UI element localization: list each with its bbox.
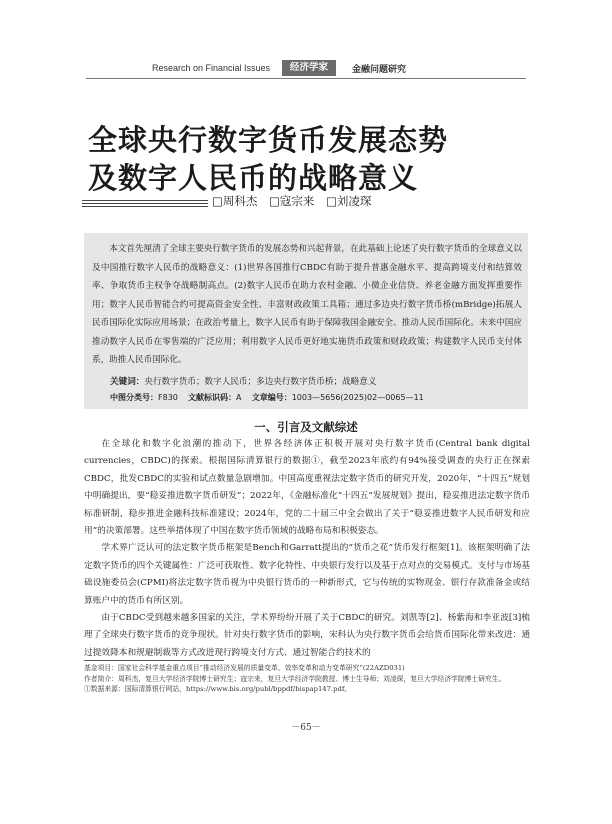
author-3: □刘凌琛 — [326, 194, 372, 208]
article-title — [88, 121, 448, 197]
author-rule — [82, 200, 208, 209]
footnotes — [84, 663, 530, 695]
article-number-value: 1003—5656(2025)02—0065—11 — [291, 393, 424, 402]
section-heading: 一、引言及文献综述 — [254, 420, 358, 434]
page-number: －65－ — [291, 723, 321, 733]
title-line-2: 及数字人民币的战略意义 — [88, 161, 419, 195]
keywords-value: 央行数字货币；数字人民币；多边央行数字货币桥；战略意义 — [144, 377, 377, 387]
article-number-label: 文章编号： — [251, 393, 292, 402]
section-chinese-name: 金融问题研究 — [352, 65, 407, 75]
author-2: □寇宗来 — [269, 194, 315, 208]
body-paragraph-2: 学术界广泛认可的法定数字货币框架是Bench和Garratt提出的“货币之花”货币发行框架[1]。该框架明确了法定数字货币的四个关键属性：广泛可获取性、数字化特性、中央银行发行以及基于点对点的交易模式。支付与市场基础设施委员会(CPMI)将法定数字货币视为中央银行货币的一种新形式，它与传统的实物现金、银行存款准备金或结算账户中的货币有所区别。 — [84, 543, 530, 606]
author-list — [212, 193, 379, 209]
footnote-source: ①数据来源：国际清算银行网站，https://www.bis.org/publ/bppdf/bispap147.pdf。 — [84, 685, 352, 693]
title-line-1: 全球央行数字货币发展态势 — [88, 123, 449, 157]
footnote-authors: 作者简介：周科杰，复旦大学经济学院博士研究生；寇宗来，复旦大学经济学院教授、博士生导师；刘凌琛，复旦大学经济学院博士研究生。 — [84, 674, 506, 683]
body-text — [84, 436, 530, 662]
header-rule — [86, 78, 526, 79]
clc-label: 中图分类号： — [110, 393, 158, 402]
body-paragraph-3: 由于CBDC受到越来越多国家的关注，学术界纷纷开展了关于CBDC的研究。刘凯等[2]、杨紫海和李亚波[3]梳理了全球央行数字货币的竞争现状。针对央行数字货币的影响，宋科认为央行数字货币会给货币国际化带来改进：通过提效降本和规避制裁等方式改进现行跨境支付方式、通过智能合约技术的 — [84, 613, 530, 658]
journal-english-name: Research on Financial Issues — [152, 63, 271, 73]
abstract-text: 本文首先厘清了全球主要央行数字货币的发展态势和兴起背景，在此基础上论述了央行数字货币的全球意义以及中国推行数字人民币的战略意义：(1)世界各国推行CBDC有助于提升普惠金融水平、提高跨境支付和结算效率、争取货币主权争夺战略制高点。(2)数字人民币在助力农村金融、小微企业信贷、养老金融方面发挥重要作用；数字人民币智能合约可提高资金安全性、丰富财政政策工具箱；通过多边央行数字货币桥(mBridge)拓展人民币国际化实际应用场景；在政治考量上，数字人民币有助于保障我国金融安全、推动人民币国际化。未来中国应推动数字人民币在零售端的广泛应用；利用数字人民币更好地实施货币政策和财政政策；构建数字人民币支付体系，助推人民币国际化。 — [92, 244, 522, 365]
classification-line — [110, 392, 424, 403]
doc-code-label: 文献标识码： — [188, 393, 237, 402]
keywords-label: 关键词： — [110, 377, 145, 387]
journal-badge: 经济学家 — [282, 60, 336, 76]
keywords — [110, 375, 376, 387]
author-1: □周科杰 — [212, 194, 258, 208]
clc-value: F830 — [158, 393, 178, 402]
footnote-funding: 基金项目：国家社会科学基金重点项目“推动经济发展的质量变革、效率变革和动力变革研究”(22AZD031) — [84, 664, 405, 672]
body-paragraph-1: 在全球化和数字化浪潮的推动下，世界各经济体正积极开展对央行数字货币(Central bank digital currencies，CBDC)的探索。根据国际清算银行的数据①，截至2023年底约有94%接受调查的央行正在探索CBDC，批发CBDC的实验和试点数量急剧增加。中国高度重视法定数字货币的研究开发，2020年，“十四五”规划中明确提出，要“稳妥推进数字货币研发”；2022年，《金融标准化“十四五”发展规划》提出，稳妥推进法定数字货币标准研制，稳步推进金融科技标准建设；2024年，党的二十届三中全会做出了关于“稳妥推进数字人民币研发和应用”的决策部署。这些举措体现了中国在数字货币领域的战略布局和积极姿态。 — [84, 439, 530, 537]
doc-code-value: A — [236, 393, 242, 402]
footnote-rule — [84, 660, 224, 661]
